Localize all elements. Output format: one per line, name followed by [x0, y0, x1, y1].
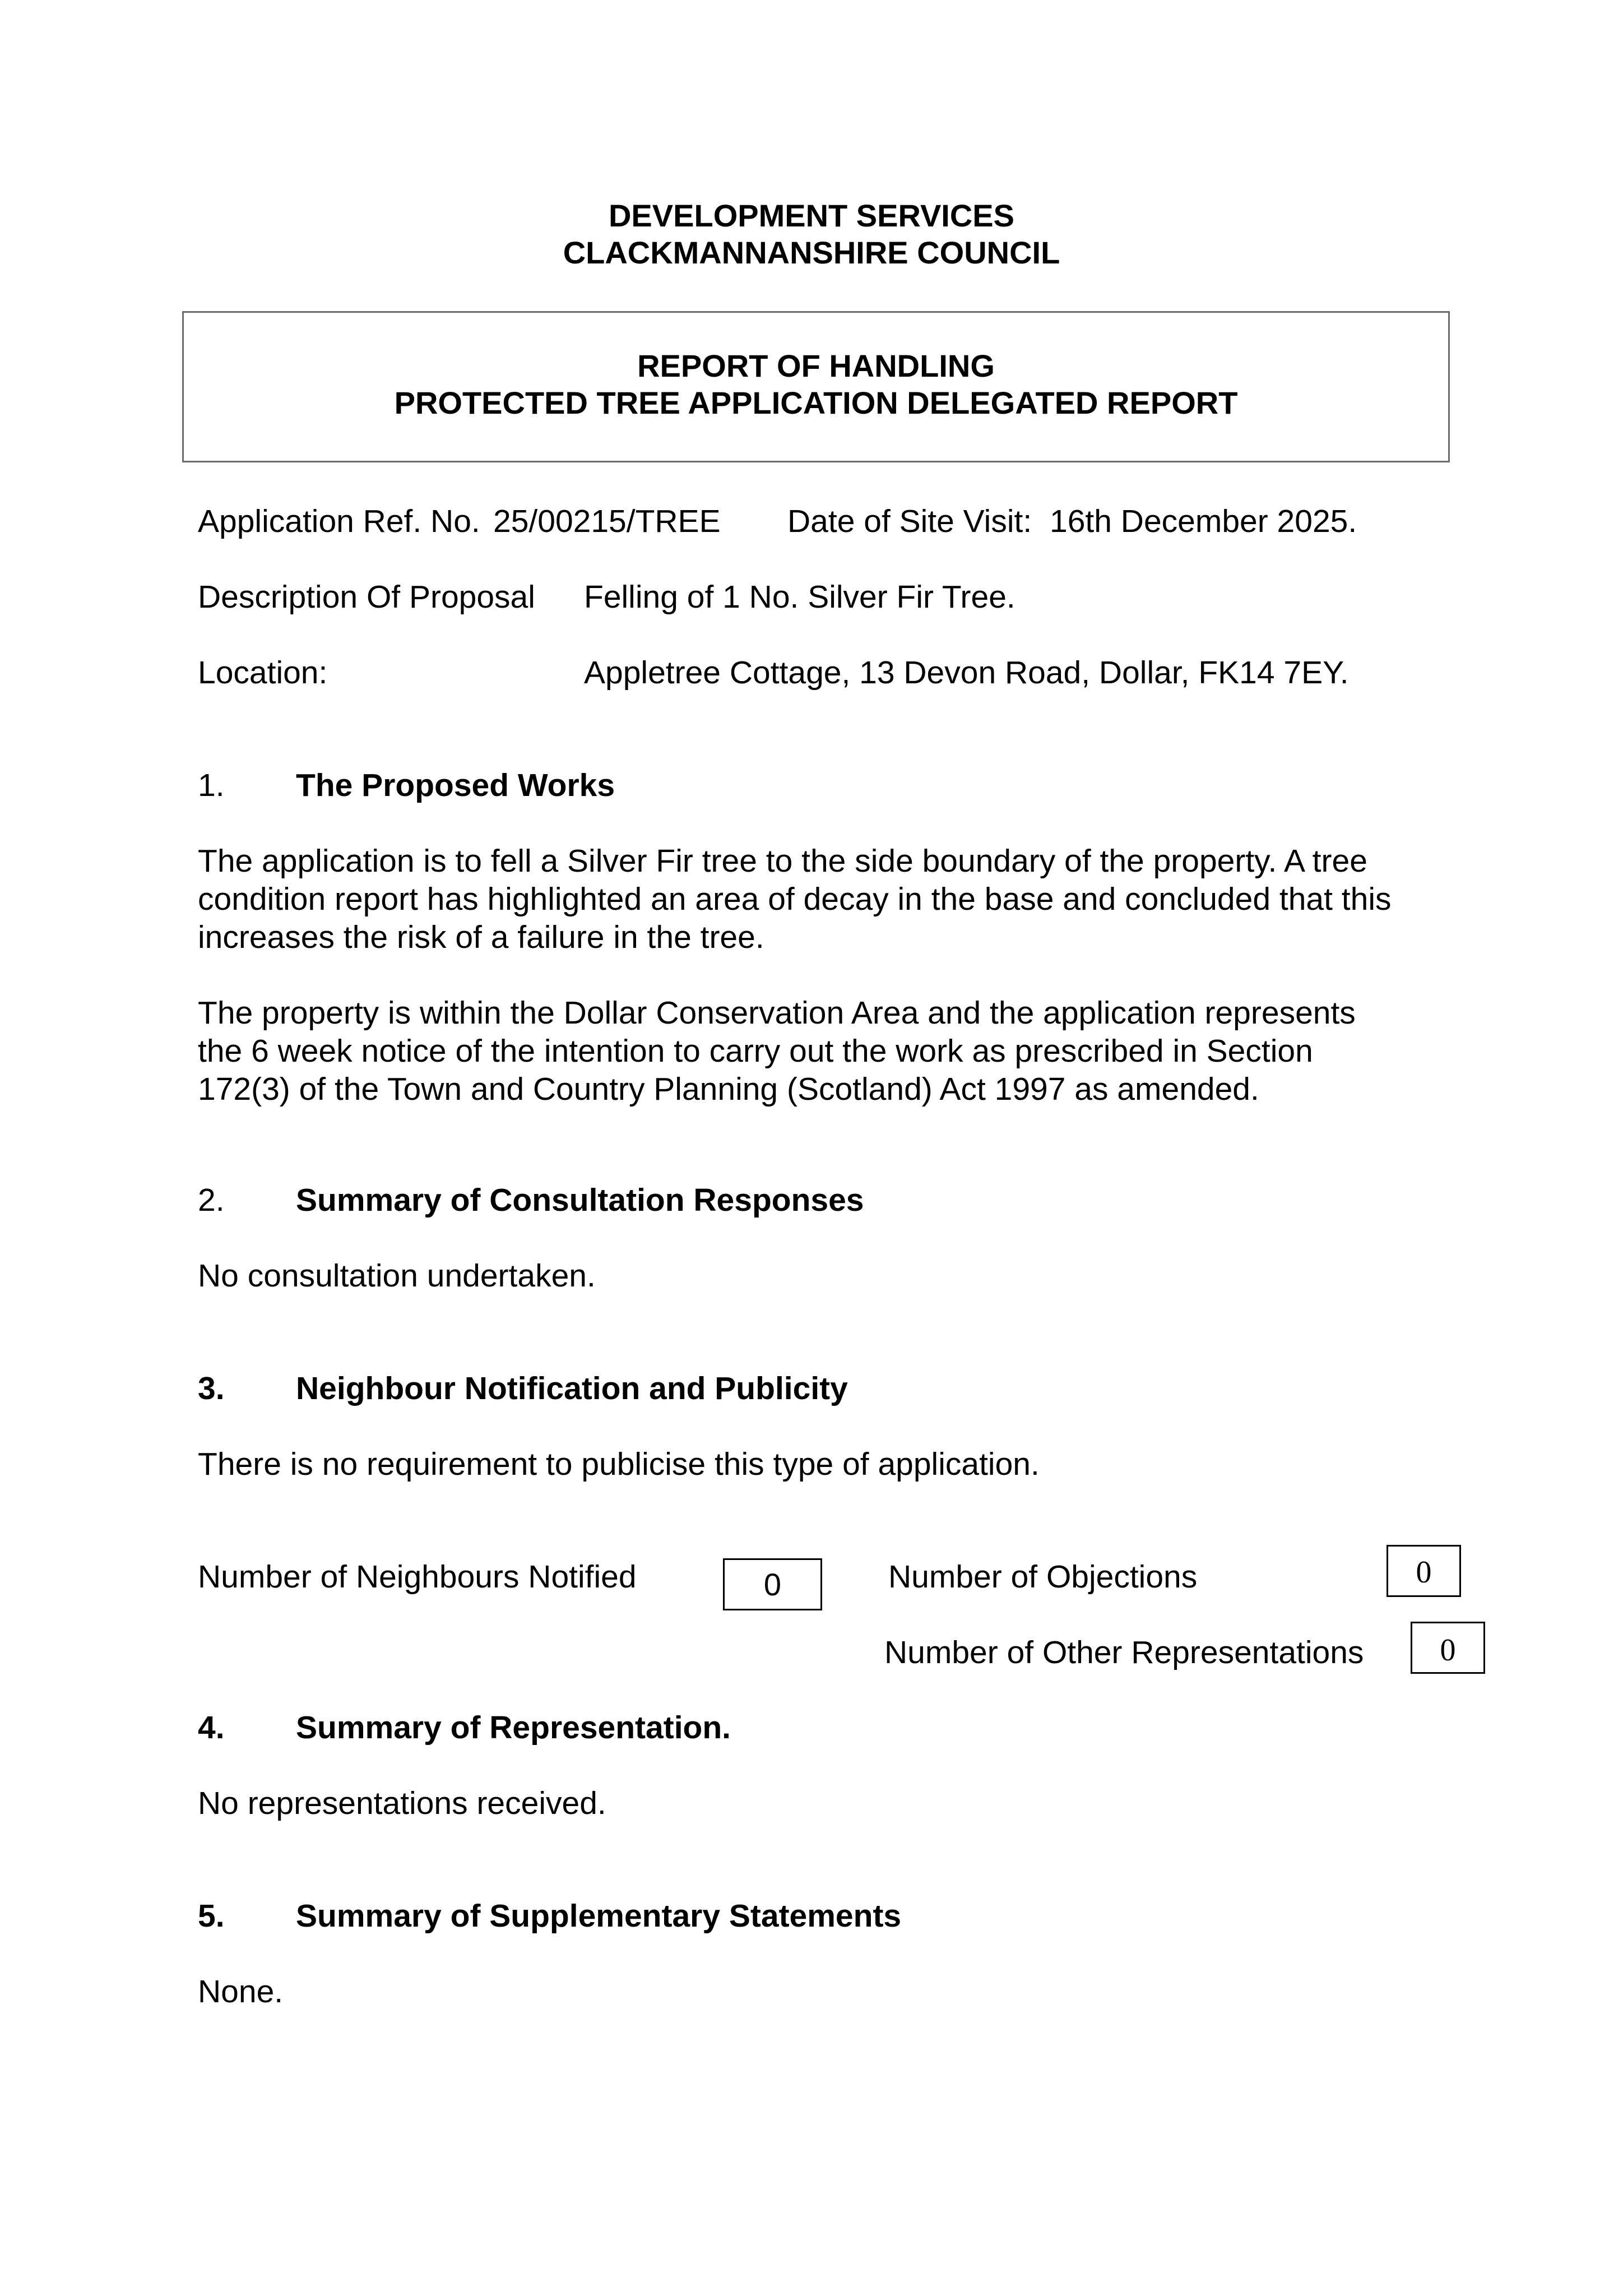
other-representations-value: 0 [1440, 1633, 1456, 1668]
section-2-number: 2. [198, 1182, 225, 1218]
other-representations-label: Number of Other Representations [884, 1635, 1364, 1670]
report-title-box [182, 311, 1450, 462]
site-visit-value: 16th December 2025. [1050, 503, 1357, 539]
section-4-text: No representations received. [198, 1785, 606, 1821]
section-1-number: 1. [198, 767, 225, 803]
section-5-number: 5. [198, 1898, 225, 1934]
location-value: Appletree Cottage, 13 Devon Road, Dollar, FK14 7EY. [584, 655, 1349, 691]
objections-value: 0 [1416, 1555, 1432, 1590]
section-1-heading: The Proposed Works [296, 767, 615, 803]
neighbours-notified-box [723, 1558, 822, 1610]
section-2-text: No consultation undertaken. [198, 1258, 596, 1294]
section-1-text-line: The application is to fell a Silver Fir tree to the side boundary of the property. A tree [198, 843, 1367, 879]
section-3-text: There is no requirement to publicise this type of application. [198, 1446, 1040, 1482]
council-name: CLACKMANNANSHIRE COUNCIL [563, 235, 1060, 270]
objections-label: Number of Objections [888, 1559, 1198, 1595]
section-2-heading: Summary of Consultation Responses [296, 1182, 864, 1218]
location-label: Location: [198, 655, 328, 691]
application-ref-label: Application Ref. No. [198, 503, 480, 539]
section-1-text-line: the 6 week notice of the intention to carry out the work as prescribed in Section [198, 1033, 1313, 1069]
site-visit-label: Date of Site Visit: [787, 503, 1032, 539]
section-3-heading: Neighbour Notification and Publicity [296, 1371, 848, 1406]
section-4-number: 4. [198, 1710, 225, 1746]
section-3-number: 3. [198, 1371, 225, 1406]
section-1-text-line: increases the risk of a failure in the tree. [198, 919, 764, 955]
proposal-label: Description Of Proposal [198, 579, 535, 615]
proposal-value: Felling of 1 No. Silver Fir Tree. [584, 579, 1015, 615]
application-ref-value: 25/00215/TREE [493, 503, 721, 539]
section-5-heading: Summary of Supplementary Statements [296, 1898, 902, 1934]
report-subtitle: PROTECTED TREE APPLICATION DELEGATED REPORT [394, 385, 1238, 420]
section-1-text-line: The property is within the Dollar Conservation Area and the application represents [198, 995, 1356, 1031]
neighbours-notified-value: 0 [763, 1567, 782, 1602]
section-1-text-line: condition report has highlighted an area of decay in the base and concluded that this [198, 881, 1392, 917]
department-title: DEVELOPMENT SERVICES [608, 198, 1014, 233]
section-4-heading: Summary of Representation. [296, 1710, 731, 1746]
report-title: REPORT OF HANDLING [637, 348, 995, 383]
objections-box [1386, 1545, 1461, 1597]
other-representations-box [1411, 1622, 1485, 1674]
section-1-text-line: 172(3) of the Town and Country Planning (Scotland) Act 1997 as amended. [198, 1071, 1259, 1107]
section-5-text: None. [198, 1974, 284, 2010]
neighbours-notified-label: Number of Neighbours Notified [198, 1559, 637, 1595]
